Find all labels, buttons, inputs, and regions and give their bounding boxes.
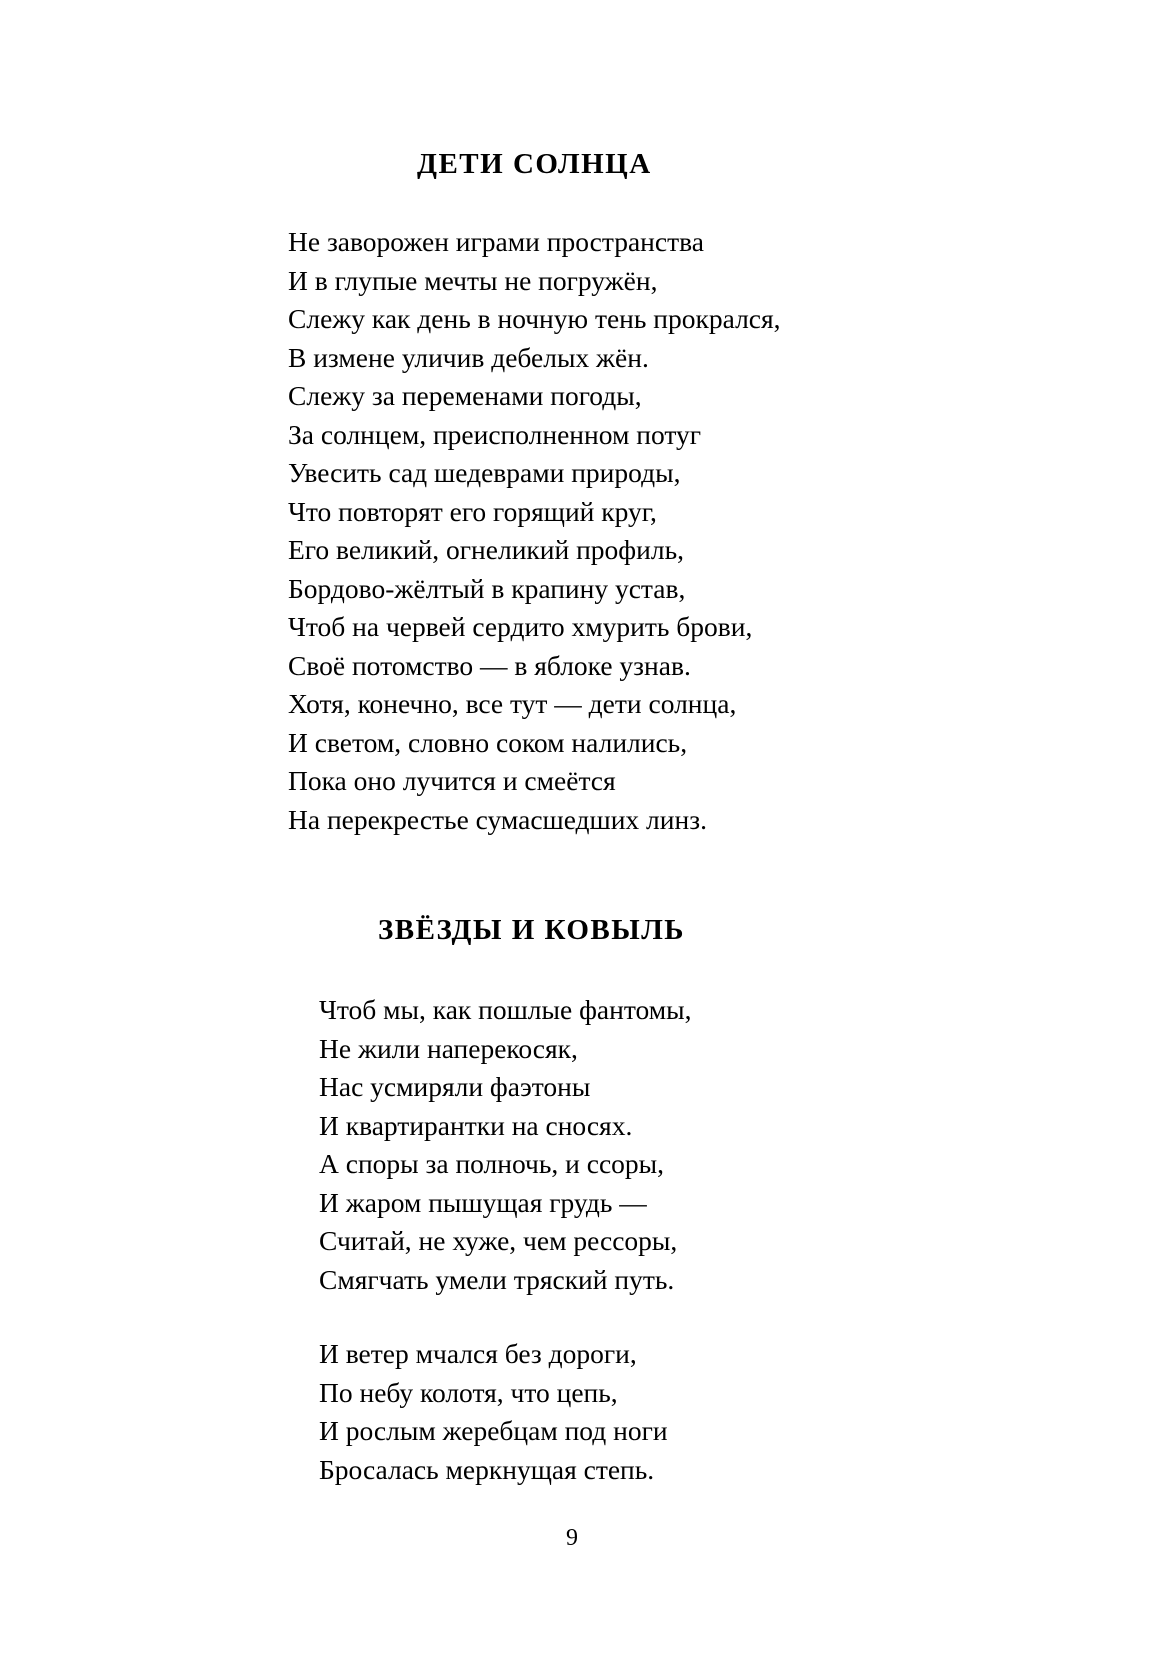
poem-stanza — [319, 1335, 668, 1489]
poem-line: Увесить сад шедеврами природы, — [288, 457, 681, 488]
poem-line: Его великий, огнеликий профиль, — [288, 534, 684, 565]
poem-line: В измене уличив дебелых жён. — [288, 341, 649, 373]
poem-line: По небу колотя, что цепь, — [319, 1376, 618, 1408]
poem-line: За солнцем, преисполненном потуг — [288, 418, 702, 450]
poem-line: Не заворожен играми пространства — [288, 226, 704, 257]
poem-line: Слежу за переменами погоды, — [288, 380, 642, 411]
poem-line: На перекрестье сумасшедших линз. — [288, 803, 707, 835]
poem-line: Нас усмиряли фаэтоны — [319, 1071, 591, 1102]
poem-line: Не жили наперекосяк, — [319, 1032, 578, 1064]
poem-stanza — [288, 223, 781, 839]
poem-line: Своё потомство — в яблоке узнав. — [288, 649, 691, 681]
poem-title: ДЕТИ СОЛНЦА — [417, 148, 652, 180]
poem-line: Считай, не хуже, чем рессоры, — [319, 1225, 678, 1256]
poem-line: Пока оно лучится и смеётся — [288, 765, 616, 796]
poem-line: Слежу как день в ночную тень прокрался, — [288, 303, 781, 334]
poem-line: И светом, словно соком налились, — [288, 726, 688, 758]
poem-line: Чтоб мы, как пошлые фантомы, — [319, 994, 692, 1025]
poem-stanza — [319, 991, 691, 1299]
poem-line: И рослым жеребцам под ноги — [319, 1415, 668, 1446]
poem-line: И квартирантки на сносях. — [319, 1109, 633, 1141]
poem-line: Хотя, конечно, все тут — дети солнца, — [288, 688, 737, 719]
poem-line: И ветер мчался без дороги, — [319, 1338, 637, 1369]
poem-line: И в глупые мечты не погружён, — [288, 264, 658, 296]
poem-title: ЗВЁЗДЫ И КОВЫЛЬ — [378, 914, 685, 946]
page-number: 9 — [566, 1525, 578, 1551]
poem-line: И жаром пышущая грудь — — [319, 1186, 647, 1218]
poem-line: Бордово-жёлтый в крапину устав, — [288, 572, 686, 604]
poem-line: Что повторят его горящий круг, — [288, 495, 657, 527]
poem-line: Чтоб на червей сердито хмурить брови, — [288, 611, 753, 642]
poem-line: Смягчать умели тряский путь. — [319, 1263, 675, 1295]
poem-line: А споры за полночь, и ссоры, — [319, 1148, 665, 1179]
poem-line: Бросалась меркнущая степь. — [319, 1453, 655, 1485]
